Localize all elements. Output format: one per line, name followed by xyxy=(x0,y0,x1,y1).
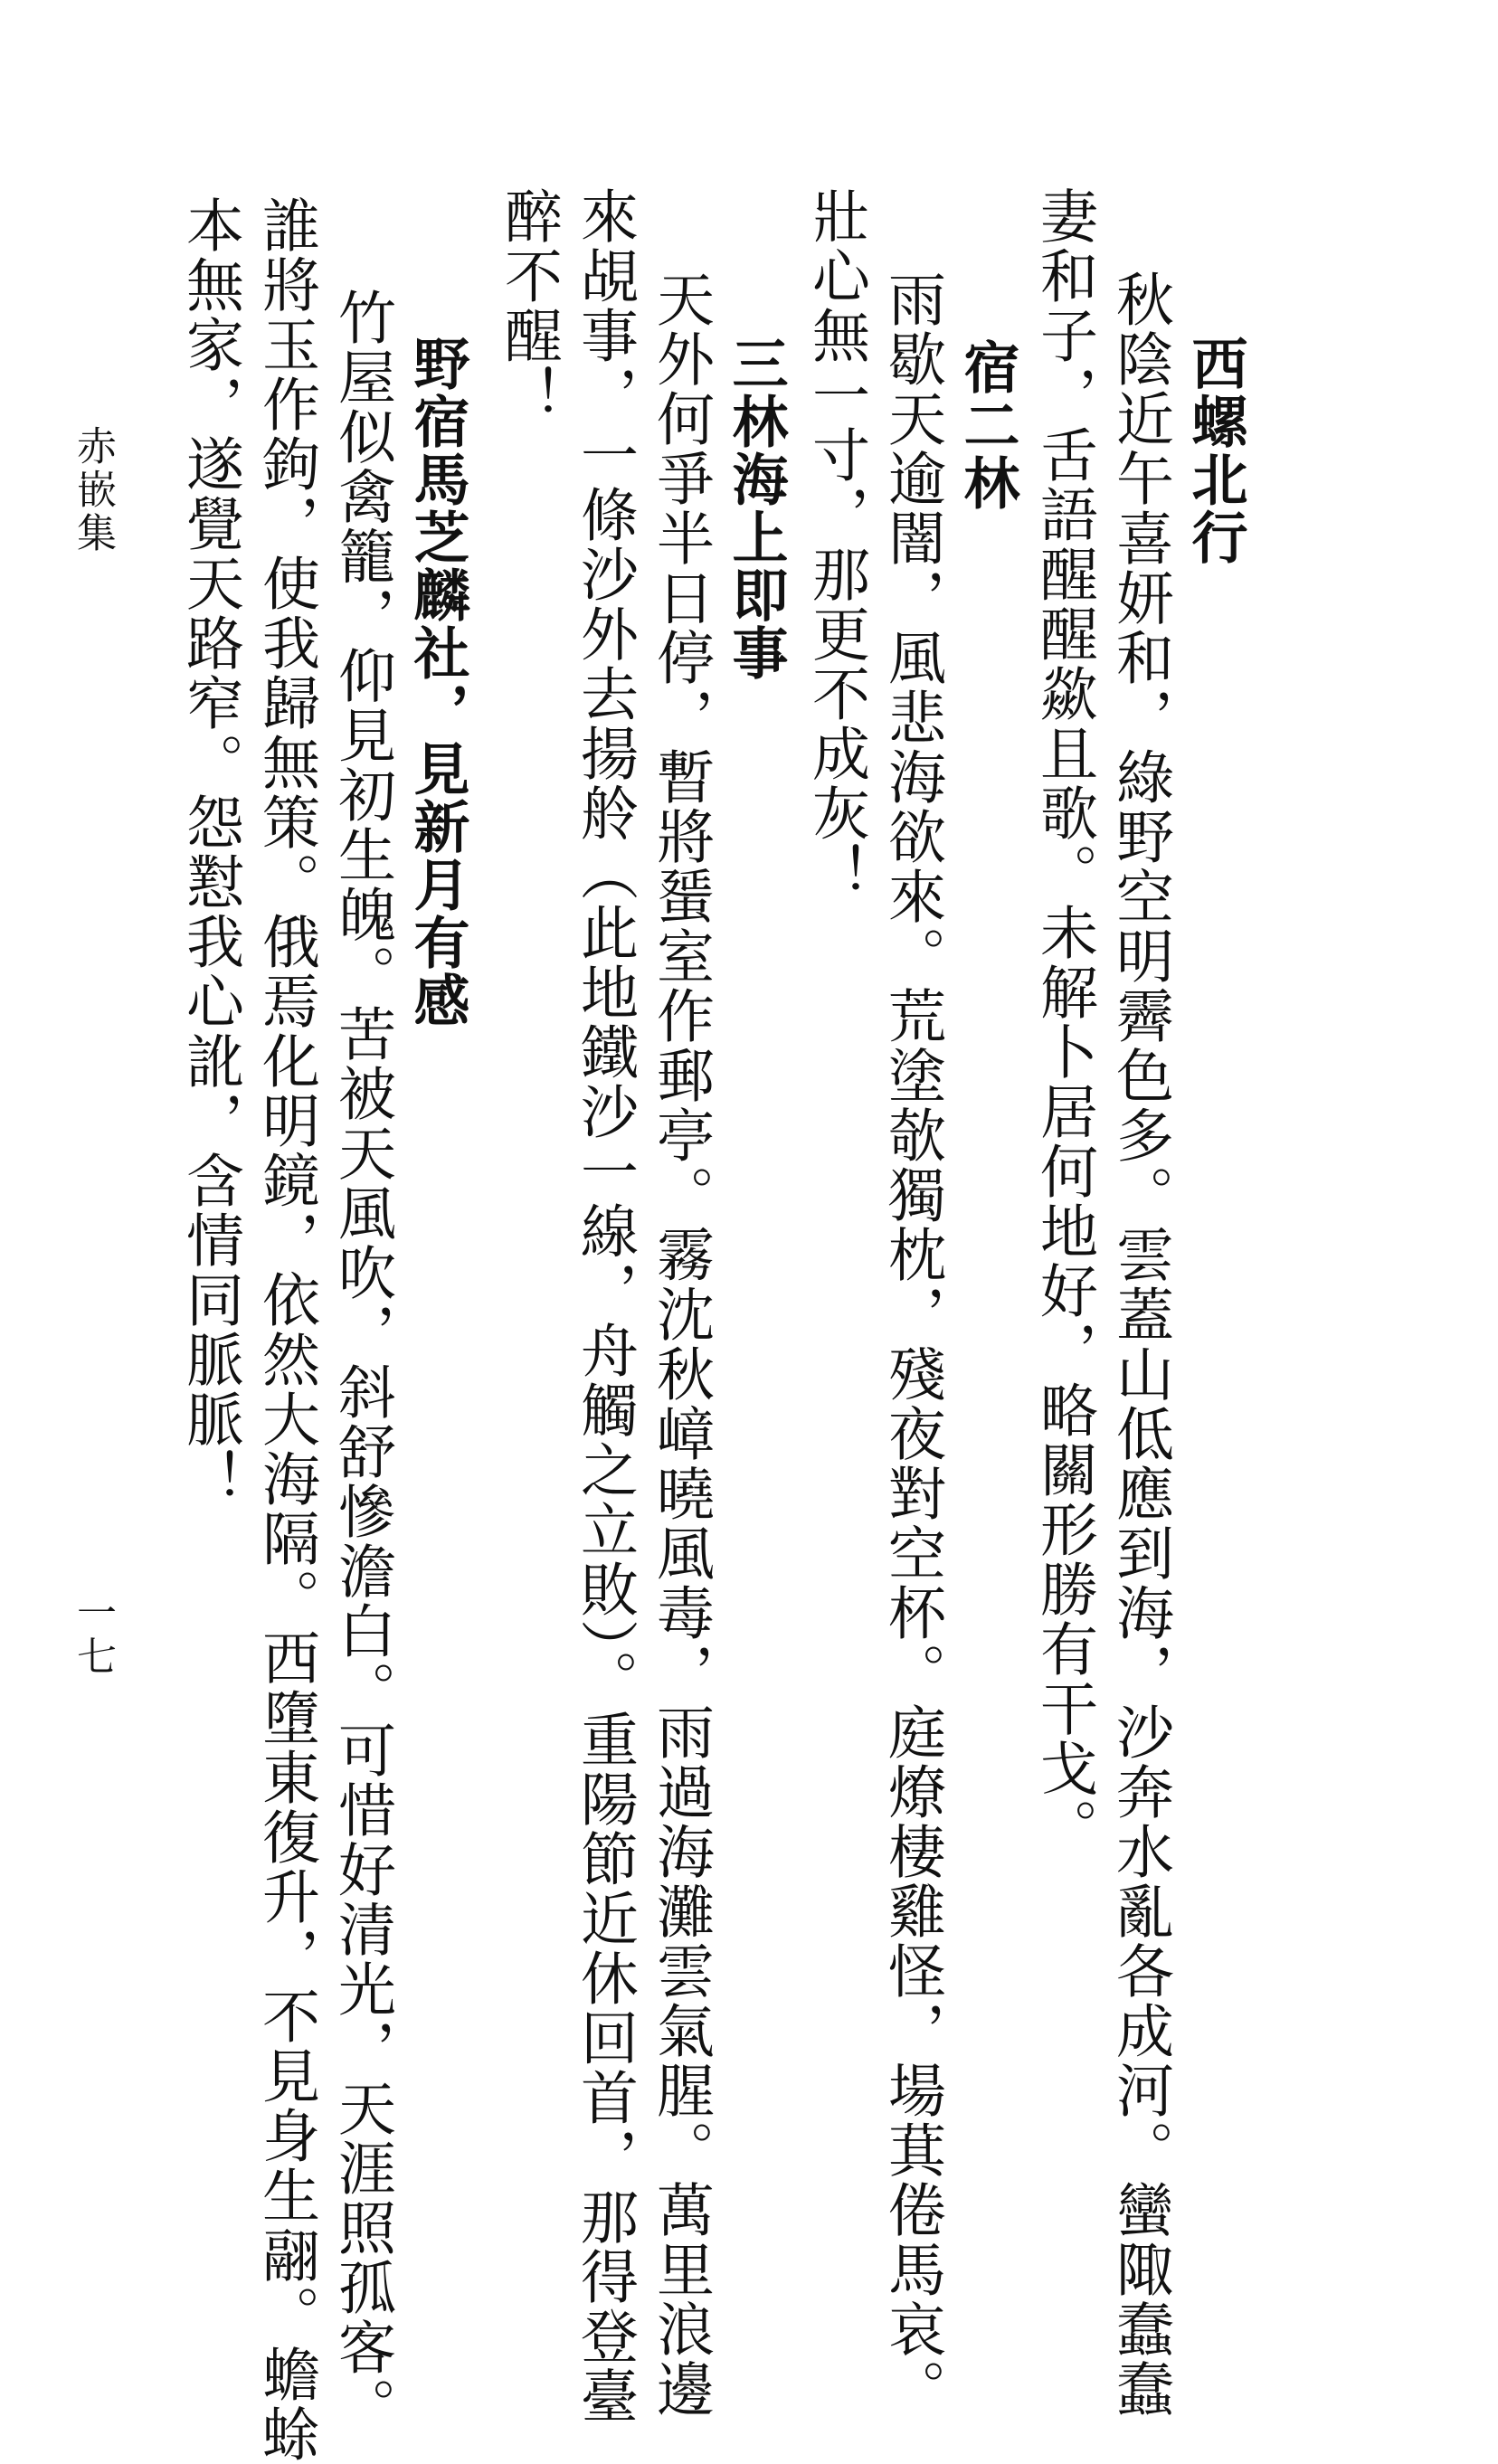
poem-line: 天外何爭半日停，暫將蜑室作郵亭。霧沈秋嶂曉風毒，雨過海灘雲氣腥。萬里浪邊 xyxy=(647,270,714,2419)
poem-line: 醉不醒！ xyxy=(495,186,562,425)
poem-line: 誰將玉作鉤，使我歸無策。俄焉化明鏡，依然大海隔。西墮東復升，不見身生翮。蟾蜍 xyxy=(252,195,319,2464)
poem-title-xiluo: 西螺北行 xyxy=(1182,335,1248,566)
poem-line: 妻和子，舌語醒醒歘且歌。未解卜居何地好，略關形勝有干戈。 xyxy=(1030,186,1097,1858)
poem-title-sanlin: 三林海上即事 xyxy=(723,335,789,682)
book-title: 赤嵌集 xyxy=(70,425,116,555)
poem-line: 竹屋似禽籠，仰見初生魄。苦被天風吹，斜舒慘澹白。可惜好清光，天涯照孤客。 xyxy=(328,288,395,2437)
poem-line: 秋陰近午喜妍和，綠野空明霽色多。雲蓋山低應到海，沙奔水亂各成河。蠻陬蠢蠢 xyxy=(1106,270,1173,2419)
poem-title-mazhilin: 野宿馬芝麟社，見新月有感 xyxy=(404,335,470,1029)
page-number: 一七 xyxy=(70,1592,116,1679)
poem-line: 雨歇天逾闇，風悲海欲來。荒塗欹獨枕，殘夜對空杯。庭燎棲雞怪，場萁倦馬哀。 xyxy=(878,270,945,2419)
poem-line: 本無家，遂覺天路窄。怨懟我心訛，含情同脈脈！ xyxy=(176,195,243,1509)
poem-line: 來覘事，一條沙外去揚舲（此地鐵沙一線，舟觸之立敗）。重陽節近休回首，那得登臺 xyxy=(571,186,638,2426)
poem-title-erlin: 宿二林 xyxy=(954,338,1020,512)
poem-line: 壯心無一寸，那更不成灰！ xyxy=(802,186,869,903)
